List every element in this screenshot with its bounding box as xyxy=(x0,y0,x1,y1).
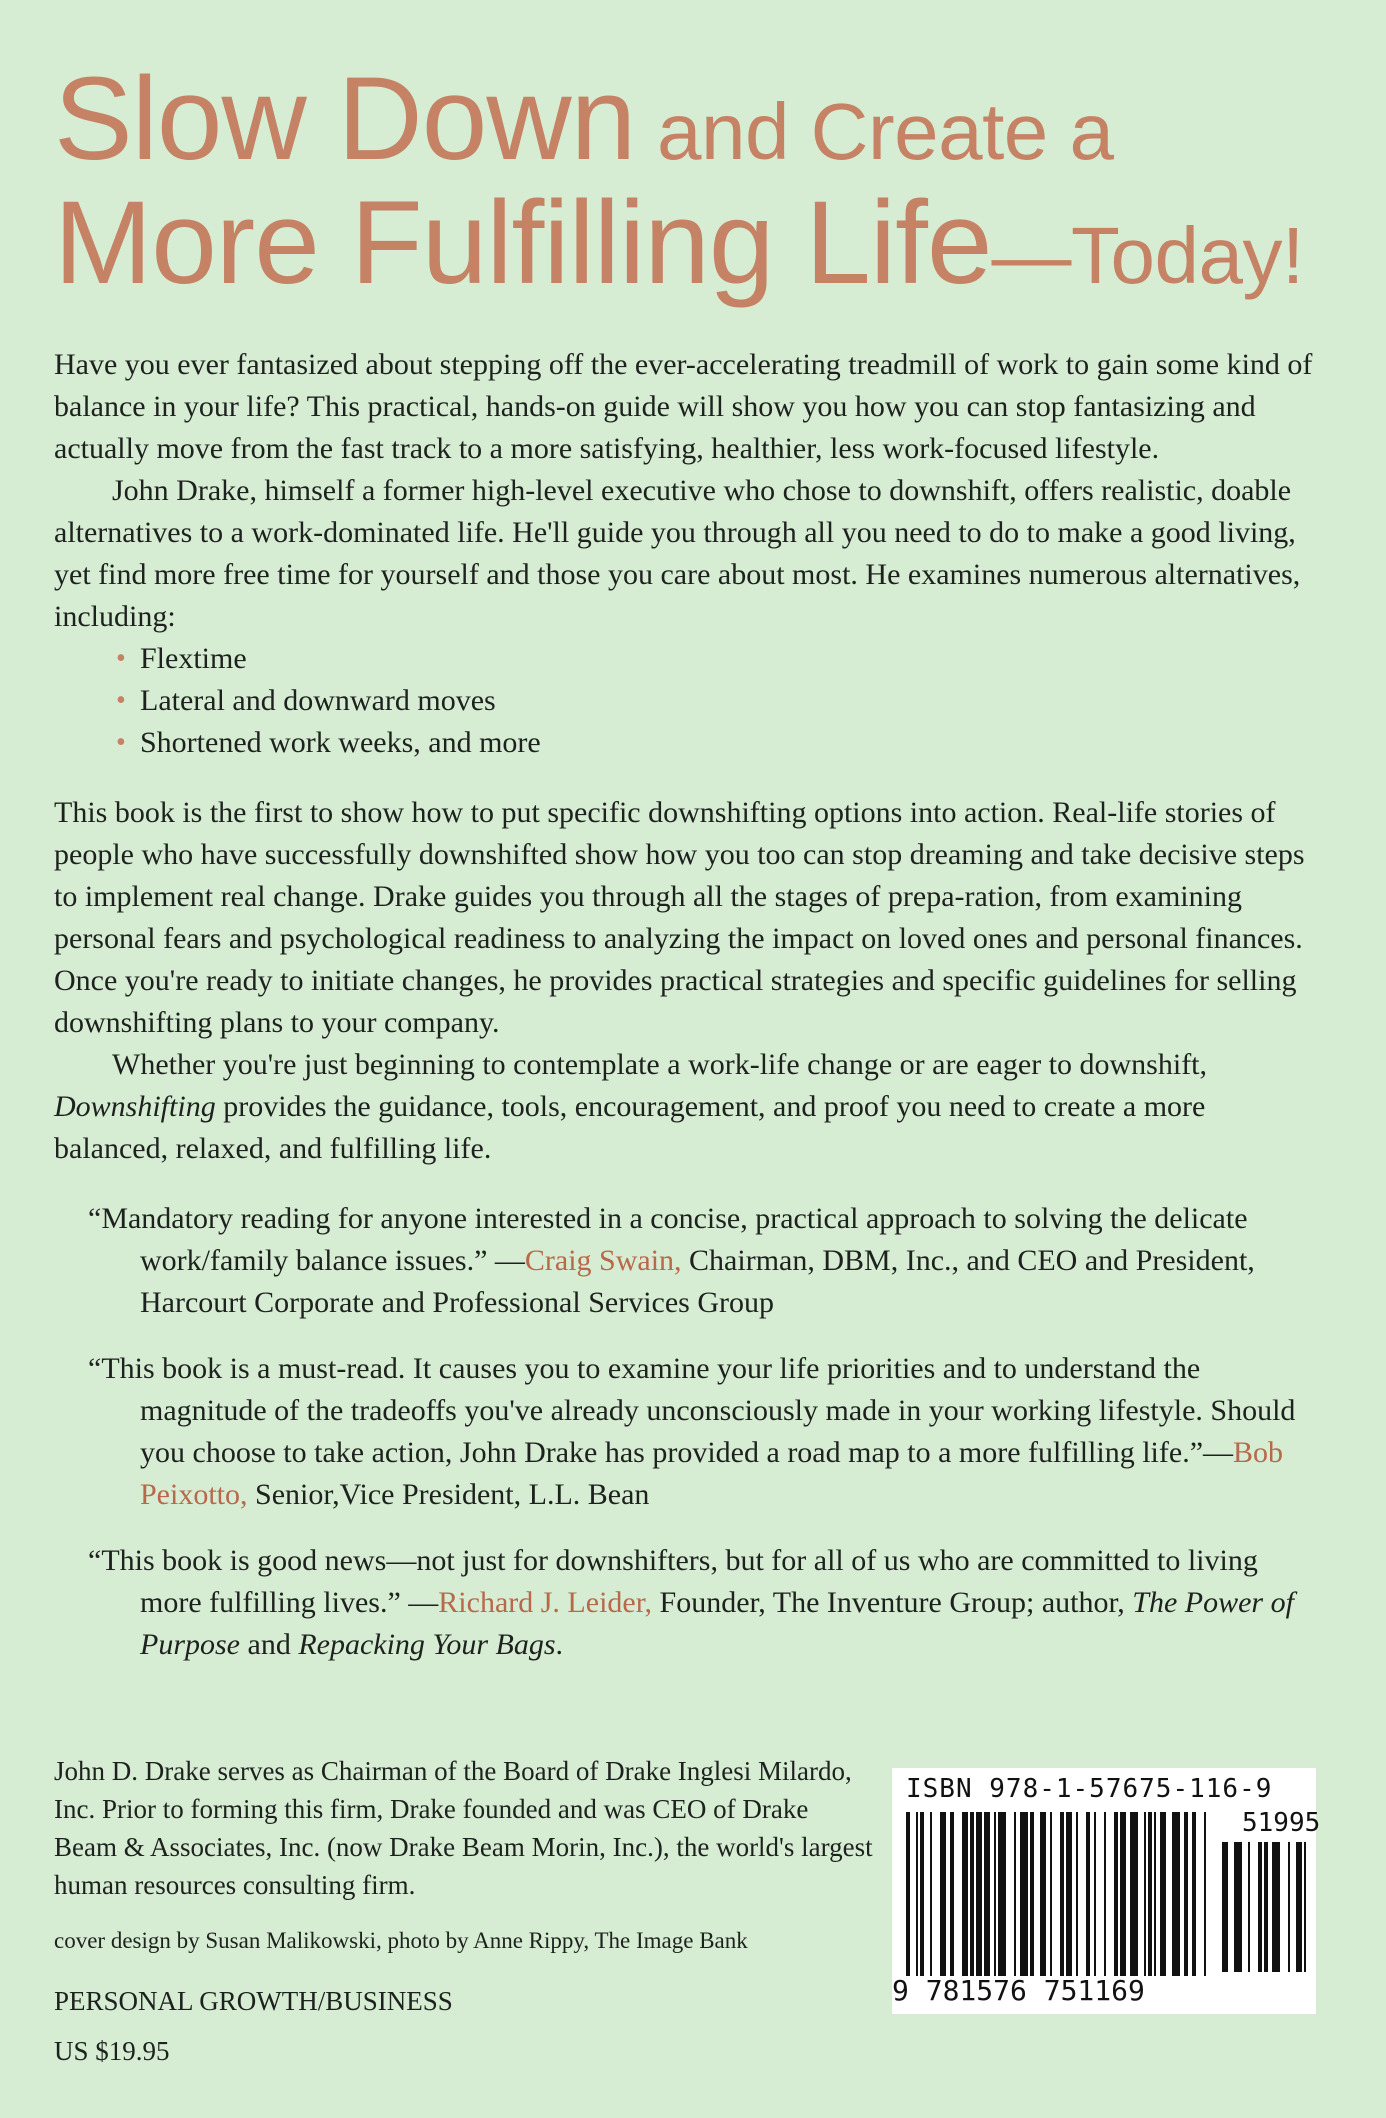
description xyxy=(54,344,1316,1666)
barcode-price-code: 51995 xyxy=(1242,1808,1321,1838)
list-item: • Shortened work weeks, and more xyxy=(116,722,1316,764)
ean-number: 9 781576 751169 xyxy=(892,1974,1145,2007)
intro-paragraph-3: This book is the first to show how to put specific downshifting options into action. Real-life stories of people who have successfully downshifted show how you too can stop dreaming and take decisive steps to implement real change. Drake guides you through all the stages of prepa-ration, from examining personal fears and psychological readiness to analyzing the impact on loved ones and personal finances. Once you're ready to initiate changes, he provides practical strategies and specific guidelines for selling downshifting plans to your company. xyxy=(54,796,1305,1039)
bullet-icon: • xyxy=(116,685,126,716)
endorser-name: Bob Peixotto, xyxy=(140,1436,1284,1511)
endorsement-quote: “This book is a must-read. It causes you to examine your life priorities and to understand the magnitude of the tradeoffs you've already unconsciously made in your working lifestyle. Should you choose to take action, John Drake has provided a road map to a more fulfilling life.”—Bob Peixotto, Senior,Vice President, L.L. Bean xyxy=(88,1352,1296,1511)
headline-line-1: Slow Down and Create a xyxy=(54,53,1114,185)
author-bio: John D. Drake serves as Chairman of the Board of Drake Inglesi Milardo, Inc. Prior to forming this firm, Drake founded and was CEO of Drake Beam & Associates, Inc. (now Drake Beam Morin, Inc.), the world's largest human resources consulting firm. xyxy=(54,1756,873,1900)
endorsement-quote: “This book is good news—not just for downshifters, but for all of us who are committed to living more fulfilling lives.” —Richard J. Leider, Founder, The Inventure Group; author, The Power of Purpose and Repacking Your Bags. xyxy=(88,1544,1294,1661)
endorser-name: Craig Swain, xyxy=(524,1244,682,1277)
headline-line-2: More Fulfilling Life—Today! xyxy=(54,177,1304,309)
alternatives-list xyxy=(54,638,1316,764)
list-item: • Lateral and downward moves xyxy=(116,680,1316,722)
intro-paragraph-2: John Drake, himself a former high-level executive who chose to downshift, offers realistic, doable alternatives to a work-dominated life. He'll guide you through all you need to do to make a good living, yet find more free time for yourself and those you care about most. He examines numerous alternatives, including: xyxy=(54,474,1301,633)
intro-paragraph-4: Whether you're just beginning to contemplate a work-life change or are eager to downshift, Downshifting provides the guidance, tools, encouragement, and proof you need to create a more balanced, relaxed, and fulfilling life. xyxy=(54,1048,1208,1165)
barcode-bars-icon xyxy=(906,1812,1206,1976)
category-label: PERSONAL GROWTH/BUSINESS xyxy=(54,1986,453,2016)
bullet-icon: • xyxy=(116,643,126,674)
endorser-name: Richard J. Leider, xyxy=(438,1586,653,1619)
barcode-addon-bars-icon xyxy=(1222,1842,1306,1972)
list-item: • Flextime xyxy=(116,638,1316,680)
isbn-number: ISBN 978-1-57675-116-9 xyxy=(906,1774,1273,1804)
intro-paragraph-1: Have you ever fantasized about stepping off the ever-accelerating treadmill of work to gain some kind of balance in your life? This practical, hands-on guide will show you how you can stop fantasizing and actually move from the fast track to a more satisfying, healthier, less work-focused lifestyle. xyxy=(54,348,1313,465)
price-label: US $19.95 xyxy=(54,2036,170,2066)
author-bio-section xyxy=(54,1752,874,2070)
endorsement-quote: “Mandatory reading for anyone interested in a concise, practical approach to solving the delicate work/family balance issues.” —Craig Swain, Chairman, DBM, Inc., and CEO and President, Harcourt Corporate and Professional Services Group xyxy=(88,1202,1255,1319)
book-title: Downshifting xyxy=(54,1090,216,1123)
headline xyxy=(54,53,1354,309)
cover-credit: cover design by Susan Malikowski, photo by Anne Rippy, The Image Bank xyxy=(54,1928,748,1953)
isbn-barcode xyxy=(892,1768,1321,2014)
bullet-icon: • xyxy=(116,727,126,758)
